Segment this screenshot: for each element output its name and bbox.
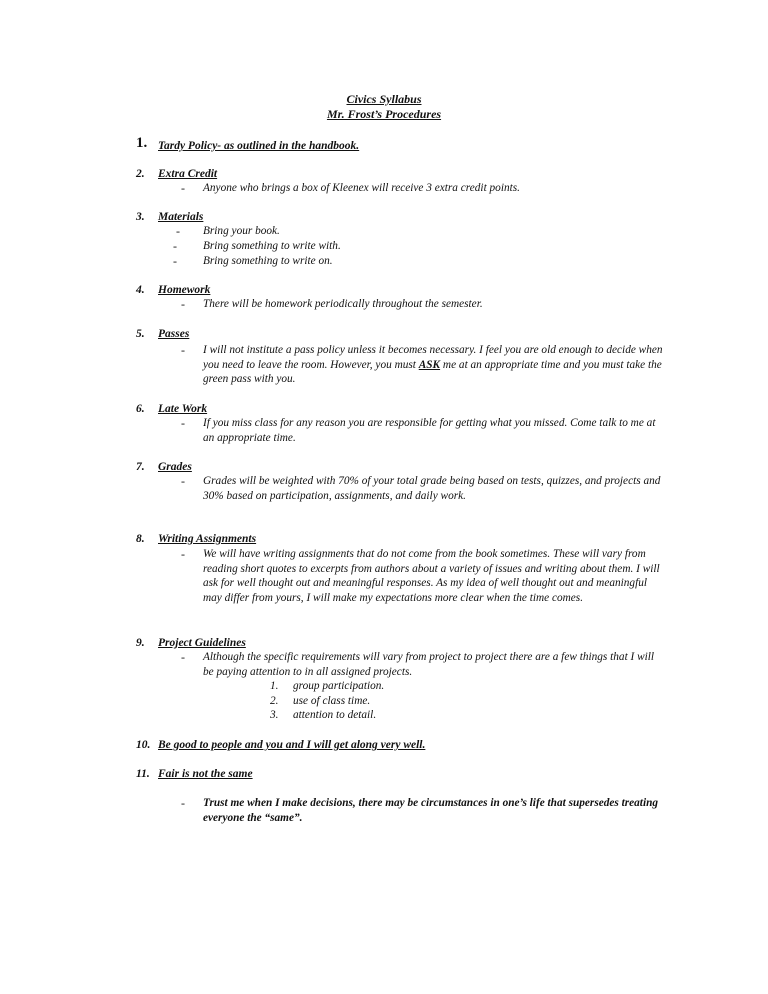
section-number: 6.: [136, 403, 145, 415]
bullet-dash: -: [176, 224, 180, 238]
bullet-dash: -: [181, 547, 185, 561]
section-number: 3.: [136, 211, 145, 223]
section-heading: Extra Credit: [158, 168, 218, 180]
pass-text-after: me at an appropriate time and you must take the green pass with you.: [203, 358, 662, 386]
sublist-number: 3.: [270, 709, 279, 721]
section-number: 8.: [136, 533, 145, 545]
sublist-number: 1.: [270, 680, 279, 692]
bullet-dash: -: [181, 343, 185, 357]
list-item: There will be homework periodically throughout the semester.: [203, 298, 483, 310]
section-heading: Materials: [158, 211, 204, 223]
section-number: 9.: [136, 637, 145, 649]
list-item: Trust me when I make decisions, there may be circumstances in one’s life that supersedes treating everyone the “same”.: [203, 797, 659, 824]
section-heading: Tardy Policy- as outlined in the handbook.: [158, 140, 360, 152]
section-number: 4.: [136, 284, 145, 296]
section-number: 11.: [136, 768, 150, 780]
list-item: Grades will be weighted with 70% of your total grade being based on tests, quizzes, and projects and 30% based on participation, assignments, and daily work.: [203, 475, 661, 502]
sublist-number: 2.: [270, 695, 279, 707]
document-subtitle: Mr. Frost’s Procedures: [326, 107, 442, 121]
section-number: 7.: [136, 461, 145, 473]
bullet-dash: -: [173, 239, 177, 253]
document-title: Civics Syllabus: [346, 92, 422, 106]
sublist-item: group participation.: [293, 680, 385, 692]
section-heading: Be good to people and you and I will get along very well.: [158, 739, 426, 751]
section-heading: Grades: [158, 461, 192, 473]
section-number: 1.: [136, 135, 148, 151]
section-heading: Late Work: [158, 403, 208, 415]
bullet-dash: -: [181, 297, 185, 311]
section-heading: Project Guidelines: [158, 637, 246, 649]
section-number: 2.: [136, 168, 145, 180]
list-item: Bring your book.: [203, 225, 280, 237]
bullet-dash: -: [173, 254, 177, 268]
section-heading: Writing Assignments: [158, 533, 257, 545]
list-item: [203, 343, 663, 387]
bullet-dash: -: [181, 796, 185, 810]
list-item: Bring something to write with.: [203, 240, 341, 252]
pass-text-before: I will not institute a pass policy unless it becomes necessary. I feel you are old enough to decide when you need to leave the room. However, you must: [203, 344, 663, 371]
section-heading: Fair is not the same: [158, 768, 253, 780]
section-number: 5.: [136, 328, 145, 340]
list-item: Bring something to write on.: [203, 255, 333, 267]
sublist-item: attention to detail.: [293, 709, 377, 721]
section-number: 10.: [136, 739, 151, 751]
list-item: Although the specific requirements will vary from project to project there are a few things that I will be paying attention to in all assigned projects.: [203, 651, 655, 678]
bullet-dash: -: [181, 474, 185, 488]
section-heading: Homework: [158, 284, 211, 296]
list-item: If you miss class for any reason you are responsible for getting what you missed. Come talk to me at an appropriate time.: [203, 417, 656, 444]
section-heading: Passes: [158, 328, 190, 340]
bullet-dash: -: [181, 181, 185, 195]
list-item: Anyone who brings a box of Kleenex will receive 3 extra credit points.: [203, 182, 520, 194]
sublist-item: use of class time.: [293, 695, 371, 707]
list-item: We will have writing assignments that do not come from the book sometimes. These will vary from reading short quotes to excerpts from authors about a variety of issues and writing about them. I will ask for well thought out and meaningful responses. As my idea of well thought out and meaningful may differ from yours, I will make my expectations more clear when the time comes.: [203, 548, 660, 604]
bullet-dash: -: [181, 416, 185, 430]
ask-emphasis: ASK: [418, 358, 441, 371]
bullet-dash: -: [181, 650, 185, 664]
